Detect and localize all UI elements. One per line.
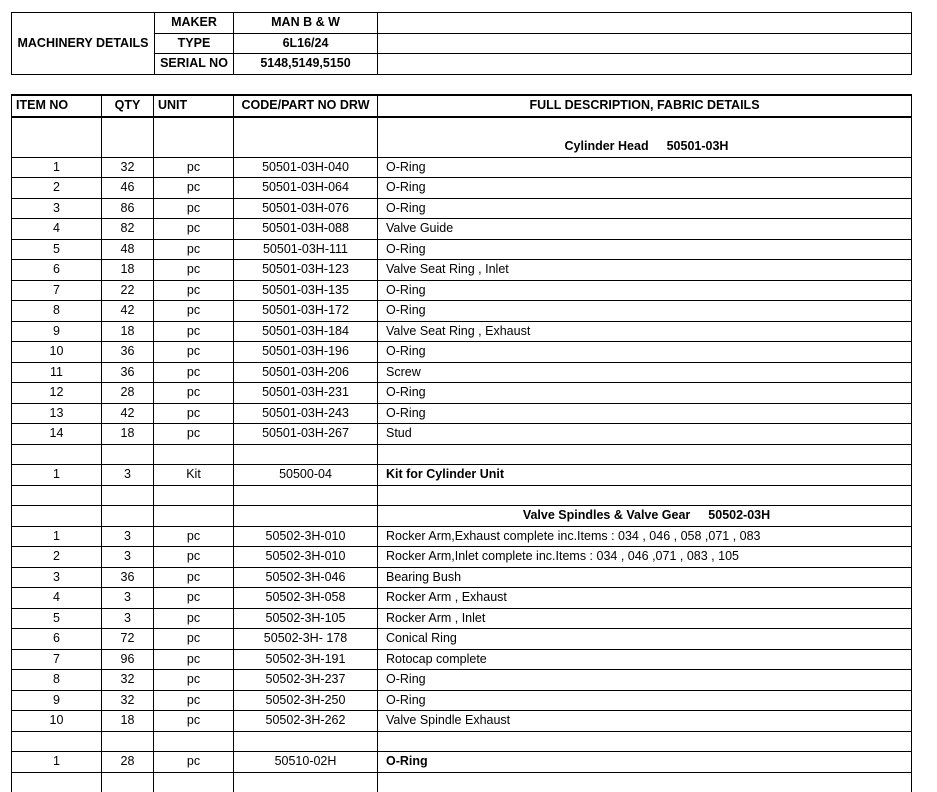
table-row: [12, 301, 912, 322]
col-description: FULL DESCRIPTION, FABRIC DETAILS: [378, 95, 912, 117]
code-cell: 50500-04: [234, 465, 378, 486]
qty-cell: 86: [102, 198, 154, 219]
description-cell: O-Ring: [378, 752, 912, 773]
code-cell: 50502-3H-105: [234, 608, 378, 629]
unit-cell: pc: [154, 608, 234, 629]
type-value: 6L16/24: [234, 33, 378, 54]
description-cell: O-Ring: [378, 157, 912, 178]
item-no-cell: 2: [12, 547, 102, 568]
code-cell: 50501-03H-267: [234, 424, 378, 445]
code-cell: 50501-03H-172: [234, 301, 378, 322]
machinery-details-label: MACHINERY DETAILS: [12, 13, 155, 75]
unit-cell: pc: [154, 752, 234, 773]
qty-cell: 3: [102, 465, 154, 486]
qty-cell: 28: [102, 752, 154, 773]
table-row: [12, 588, 912, 609]
qty-cell: 3: [102, 608, 154, 629]
unit-cell: pc: [154, 711, 234, 732]
item-no-cell: 9: [12, 690, 102, 711]
unit-cell: pc: [154, 629, 234, 650]
unit-cell: pc: [154, 690, 234, 711]
item-no-cell: 1: [12, 752, 102, 773]
table-row: [12, 198, 912, 219]
description-cell: O-Ring: [378, 383, 912, 404]
qty-cell: 42: [102, 301, 154, 322]
code-cell: 50502-3H-250: [234, 690, 378, 711]
description-cell: Valve Seat Ring , Inlet: [378, 260, 912, 281]
item-no-cell: 9: [12, 321, 102, 342]
unit-cell: pc: [154, 649, 234, 670]
item-no-cell: 1: [12, 157, 102, 178]
qty-cell: 82: [102, 219, 154, 240]
description-cell: Conical Ring: [378, 629, 912, 650]
qty-cell: 46: [102, 178, 154, 199]
description-cell: O-Ring: [378, 198, 912, 219]
table-row: [12, 649, 912, 670]
qty-cell: 48: [102, 239, 154, 260]
qty-cell: 3: [102, 547, 154, 568]
qty-cell: 42: [102, 403, 154, 424]
section-title: [378, 137, 912, 157]
table-row: [12, 629, 912, 650]
item-no-cell: 7: [12, 649, 102, 670]
description-cell: Rocker Arm , Inlet: [378, 608, 912, 629]
unit-cell: pc: [154, 239, 234, 260]
code-cell: 50501-03H-111: [234, 239, 378, 260]
code-cell: 50501-03H-064: [234, 178, 378, 199]
code-cell: 50502-3H-058: [234, 588, 378, 609]
description-cell: Rocker Arm,Exhaust complete inc.Items : 034 , 046 , 058 ,071 , 083: [378, 526, 912, 547]
qty-cell: 3: [102, 588, 154, 609]
code-cell: 50502-3H- 178: [234, 629, 378, 650]
description-cell: O-Ring: [378, 342, 912, 363]
description-cell: Valve Spindle Exhaust: [378, 711, 912, 732]
table-row: [12, 260, 912, 281]
item-no-cell: 13: [12, 403, 102, 424]
description-cell: O-Ring: [378, 178, 912, 199]
section-header-row: [12, 137, 912, 157]
item-no-cell: 14: [12, 424, 102, 445]
description-cell: O-Ring: [378, 239, 912, 260]
qty-cell: 28: [102, 383, 154, 404]
item-no-cell: 10: [12, 342, 102, 363]
code-cell: 50501-03H-243: [234, 403, 378, 424]
maker-blank: [378, 13, 912, 34]
item-no-cell: 5: [12, 239, 102, 260]
description-cell: Rocker Arm,Inlet complete inc.Items : 034 , 046 ,071 , 083 , 105: [378, 547, 912, 568]
unit-cell: pc: [154, 157, 234, 178]
unit-cell: pc: [154, 547, 234, 568]
description-cell: Kit for Cylinder Unit: [378, 465, 912, 486]
machinery-details-table: [11, 12, 912, 75]
qty-cell: 72: [102, 629, 154, 650]
qty-cell: 96: [102, 649, 154, 670]
code-cell: 50502-3H-010: [234, 547, 378, 568]
type-blank: [378, 33, 912, 54]
qty-cell: 36: [102, 362, 154, 383]
table-row: [12, 239, 912, 260]
item-no-cell: 4: [12, 588, 102, 609]
description-cell: Stud: [378, 424, 912, 445]
description-cell: O-Ring: [378, 670, 912, 691]
serial-blank: [378, 54, 912, 75]
item-no-cell: 3: [12, 567, 102, 588]
code-cell: 50501-03H-076: [234, 198, 378, 219]
table-row: [12, 342, 912, 363]
unit-cell: pc: [154, 526, 234, 547]
unit-cell: pc: [154, 567, 234, 588]
item-no-cell: 4: [12, 219, 102, 240]
parts-table: [11, 94, 912, 792]
qty-cell: 22: [102, 280, 154, 301]
code-cell: 50501-03H-231: [234, 383, 378, 404]
description-cell: Screw: [378, 362, 912, 383]
spacer-row: [12, 772, 912, 792]
table-row: [12, 362, 912, 383]
section-title-text: Valve Spindles & Valve Gear: [522, 508, 691, 523]
section-code: 50501-03H: [666, 139, 729, 154]
table-row: [12, 157, 912, 178]
table-row: [12, 219, 912, 240]
unit-cell: pc: [154, 198, 234, 219]
unit-cell: pc: [154, 424, 234, 445]
unit-cell: pc: [154, 362, 234, 383]
item-no-cell: 6: [12, 629, 102, 650]
description-cell: O-Ring: [378, 301, 912, 322]
table-row: [12, 321, 912, 342]
unit-cell: pc: [154, 588, 234, 609]
table-row: [12, 547, 912, 568]
unit-cell: pc: [154, 301, 234, 322]
section-title-text: Cylinder Head: [564, 139, 649, 154]
code-cell: 50501-03H-123: [234, 260, 378, 281]
item-no-cell: 3: [12, 198, 102, 219]
code-cell: 50501-03H-196: [234, 342, 378, 363]
code-cell: 50501-03H-184: [234, 321, 378, 342]
type-key: TYPE: [155, 33, 234, 54]
description-cell: O-Ring: [378, 690, 912, 711]
qty-cell: 18: [102, 424, 154, 445]
item-no-cell: 11: [12, 362, 102, 383]
unit-cell: pc: [154, 178, 234, 199]
code-cell: 50502-3H-010: [234, 526, 378, 547]
item-no-cell: 8: [12, 670, 102, 691]
code-cell: 50502-3H-191: [234, 649, 378, 670]
unit-cell: pc: [154, 219, 234, 240]
qty-cell: 3: [102, 526, 154, 547]
qty-cell: 18: [102, 321, 154, 342]
code-cell: 50502-3H-262: [234, 711, 378, 732]
spacer-row: [12, 731, 912, 752]
item-no-cell: 2: [12, 178, 102, 199]
spacer-row: [12, 117, 912, 138]
section-title: [378, 506, 912, 527]
description-cell: Valve Seat Ring , Exhaust: [378, 321, 912, 342]
code-cell: 50501-03H-040: [234, 157, 378, 178]
table-row: [12, 403, 912, 424]
qty-cell: 36: [102, 567, 154, 588]
item-no-cell: 10: [12, 711, 102, 732]
spacer-row: [12, 485, 912, 506]
item-no-cell: 1: [12, 465, 102, 486]
description-cell: Rocker Arm , Exhaust: [378, 588, 912, 609]
table-row: [12, 383, 912, 404]
serial-value: 5148,5149,5150: [234, 54, 378, 75]
table-header-row: [12, 95, 912, 117]
code-cell: 50510-02H: [234, 752, 378, 773]
kit-row: [12, 465, 912, 486]
qty-cell: 36: [102, 342, 154, 363]
table-row: [12, 608, 912, 629]
qty-cell: 32: [102, 157, 154, 178]
item-no-cell: 1: [12, 526, 102, 547]
unit-cell: Kit: [154, 465, 234, 486]
code-cell: 50501-03H-088: [234, 219, 378, 240]
table-row: [12, 280, 912, 301]
oring-row: [12, 752, 912, 773]
table-row: [12, 690, 912, 711]
serial-key: SERIAL NO: [155, 54, 234, 75]
table-row: [12, 178, 912, 199]
unit-cell: pc: [154, 280, 234, 301]
code-cell: 50502-3H-237: [234, 670, 378, 691]
col-code: CODE/PART NO DRW: [234, 95, 378, 117]
code-cell: 50502-3H-046: [234, 567, 378, 588]
table-row: [12, 424, 912, 445]
description-cell: Bearing Bush: [378, 567, 912, 588]
description-cell: O-Ring: [378, 403, 912, 424]
item-no-cell: 6: [12, 260, 102, 281]
section-header-row: [12, 506, 912, 527]
description-cell: Rotocap complete: [378, 649, 912, 670]
item-no-cell: 8: [12, 301, 102, 322]
item-no-cell: 5: [12, 608, 102, 629]
code-cell: 50501-03H-135: [234, 280, 378, 301]
description-cell: Valve Guide: [378, 219, 912, 240]
col-unit: UNIT: [154, 95, 234, 117]
qty-cell: 32: [102, 690, 154, 711]
unit-cell: pc: [154, 403, 234, 424]
code-cell: 50501-03H-206: [234, 362, 378, 383]
unit-cell: pc: [154, 383, 234, 404]
description-cell: O-Ring: [378, 280, 912, 301]
table-row: [12, 567, 912, 588]
unit-cell: pc: [154, 260, 234, 281]
qty-cell: 18: [102, 260, 154, 281]
maker-key: MAKER: [155, 13, 234, 34]
item-no-cell: 12: [12, 383, 102, 404]
unit-cell: pc: [154, 670, 234, 691]
maker-value: MAN B & W: [234, 13, 378, 34]
table-row: [12, 526, 912, 547]
spacer-row: [12, 444, 912, 465]
table-row: [12, 711, 912, 732]
qty-cell: 18: [102, 711, 154, 732]
unit-cell: pc: [154, 342, 234, 363]
col-item-no: ITEM NO: [12, 95, 102, 117]
col-qty: QTY: [102, 95, 154, 117]
qty-cell: 32: [102, 670, 154, 691]
table-row: [12, 670, 912, 691]
unit-cell: pc: [154, 321, 234, 342]
item-no-cell: 7: [12, 280, 102, 301]
section-code: 50502-03H: [708, 508, 771, 523]
